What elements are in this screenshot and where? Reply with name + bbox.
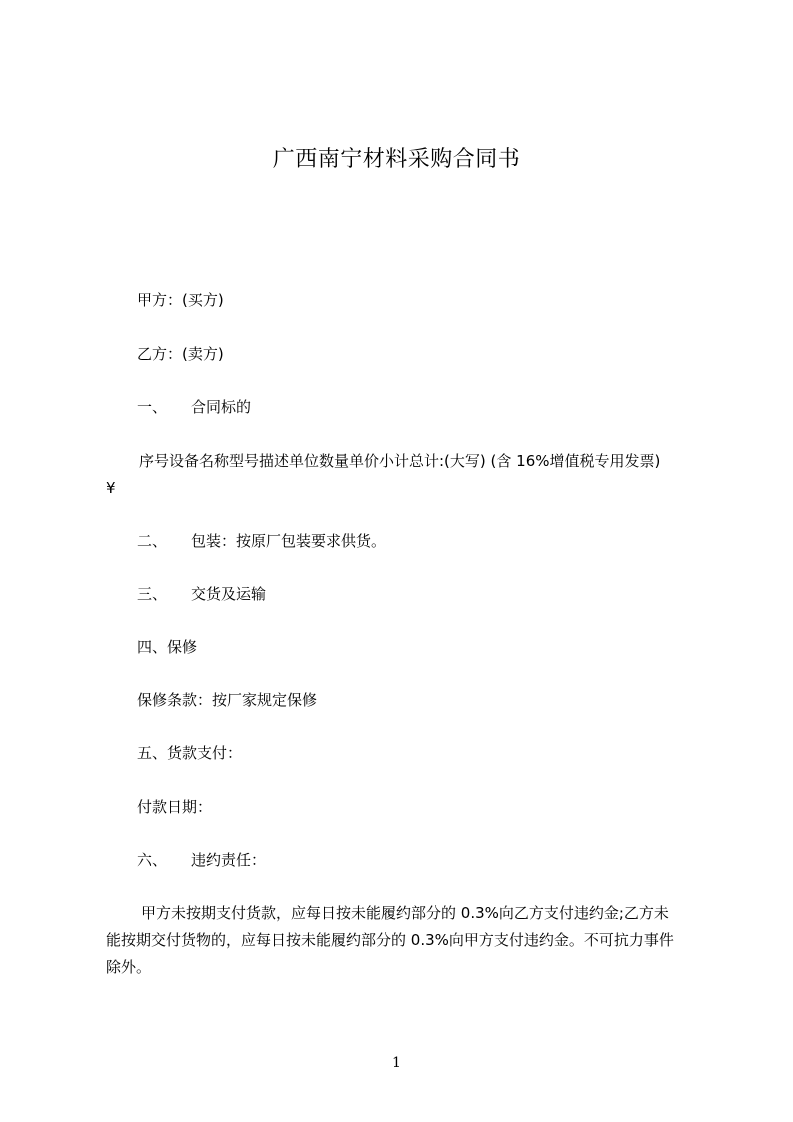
section-2-heading — [137, 531, 386, 551]
page-number: 1 — [392, 1055, 401, 1071]
breach-paragraph-line-3: 除外。 — [106, 958, 152, 976]
warranty-terms-line: 保修条款：按厂家规定保修 — [137, 691, 318, 709]
party-b-line: 乙方：(卖方) — [137, 345, 224, 363]
contract-subject-currency: ¥ — [106, 479, 116, 497]
section-6-number: 六、 — [137, 851, 168, 869]
breach-paragraph-line-1: 甲方未按期支付货款，应每日按未能履约部分的 0.3%向乙方支付违约金;乙方未 — [141, 904, 669, 922]
section-4-heading: 四、保修 — [137, 638, 198, 656]
party-a-line: 甲方：(买方) — [137, 291, 224, 309]
section-6-title: 违约责任： — [191, 851, 267, 869]
document-title: 广西南宁材料采购合同书 — [272, 147, 521, 172]
contract-subject-line: 序号设备名称型号描述单位数量单价小计总计:(大写) (含 16%增值税专用发票) — [139, 452, 661, 470]
section-3-title: 交货及运输 — [191, 585, 267, 603]
section-2-title: 包装：按原厂包装要求供货。 — [191, 532, 387, 550]
section-1-number: 一、 — [137, 398, 168, 416]
section-1-heading — [137, 397, 251, 417]
section-2-number: 二、 — [137, 532, 168, 550]
section-1-title: 合同标的 — [191, 398, 252, 416]
payment-date-line: 付款日期： — [137, 798, 213, 816]
section-3-heading — [137, 584, 266, 604]
section-5-heading: 五、货款支付： — [137, 744, 243, 762]
breach-paragraph-line-2: 能按期交付货物的，应每日按未能履约部分的 0.3%向甲方支付违约金。不可抗力事件 — [106, 931, 674, 949]
section-6-heading — [137, 850, 266, 870]
section-3-number: 三、 — [137, 585, 168, 603]
